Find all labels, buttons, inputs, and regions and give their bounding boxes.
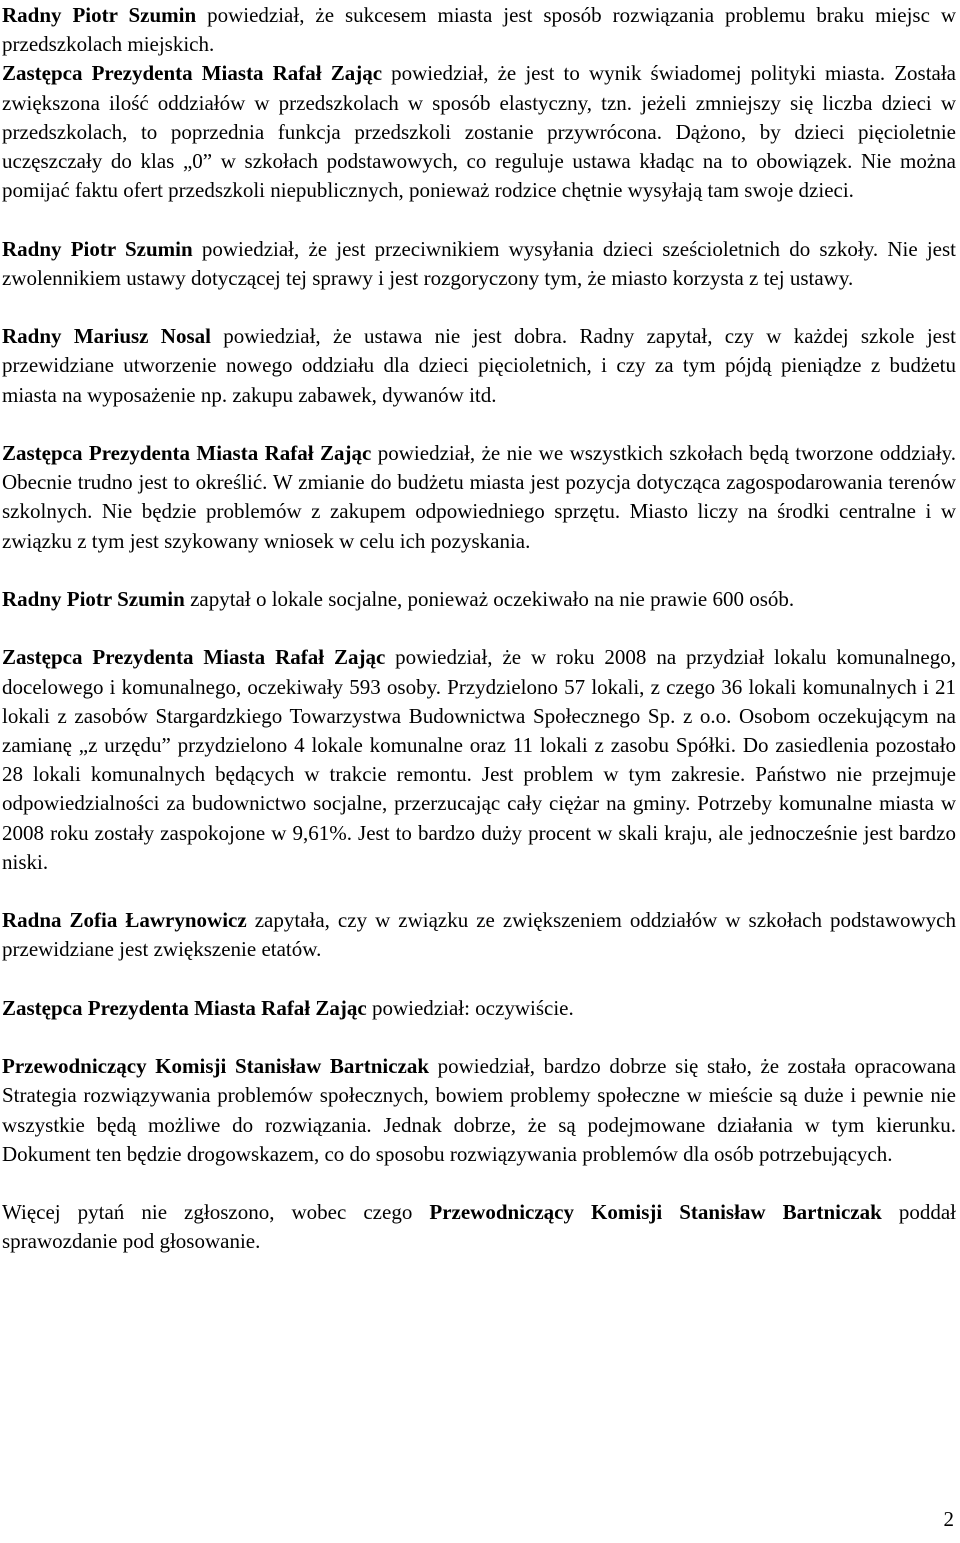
paragraph-10 [2,1052,956,1169]
speaker-name: Zastępca Prezydenta Miasta Rafał Zając [2,645,386,670]
speaker-name: Radny Piotr Szumin [2,236,193,261]
speaker-name: Radny Piotr Szumin [2,3,197,27]
closing-text-before: Więcej pytań nie zgłoszono, wobec czego [2,1200,430,1225]
speaker-name: Radny Piotr Szumin [2,587,185,611]
paragraph-text: zapytał o lokale socjalne, ponieważ oczekiwało na nie prawie 600 osób. [184,587,795,611]
page-number: 2 [943,1507,954,1531]
closing-text-after: poddał sprawozdanie pod głosowanie. [2,1200,957,1254]
paragraph-text: powiedział, że sukcesem miasta jest sposób rozwiązania problemu braku miejsc w przedszkolach miejskich. [2,3,956,57]
paragraph-text: zapytała, czy w związku ze zwiększeniem oddziałów w szkołach podstawowych przewidziane jest zwiększenie etatów. [2,908,956,962]
paragraph-text: powiedział: oczywiście. [366,995,574,1020]
paragraph-6 [2,585,956,614]
closing-paragraph [2,1198,956,1256]
paragraph-1 [2,1,956,59]
paragraph-text: powiedział, że ustawa nie jest dobra. Radny zapytał, czy w każdej szkole jest przewidziane utworzenie nowego oddziału dla dzieci pięcioletnich, i czy za tym pójdą pieniądze z budżetu miasta na wyposażenie np. zakupu zabawek, dywanów itd. [2,324,956,407]
paragraph-5 [2,439,956,556]
paragraph-7 [2,643,956,877]
paragraph-text: powiedział, bardzo dobrze się stało, że została opracowana Strategia rozwiązywania problemów społecznych, bowiem problemy społeczne w mieście są duże i pewnie nie wszystkie będą możliwe do rozwiązania. Jednak dobrze, że są podejmowane działania w tym kierunku. Dokument ten będzie drogowskazem, co do sposobu rozwiązywania problemów dla osób potrzebujących. [2,1054,956,1166]
speaker-name: Radny Mariusz Nosal [2,324,211,349]
paragraph-4 [2,322,956,410]
paragraph-text: powiedział, że nie we wszystkich szkołach będą tworzone oddziały. Obecnie trudno jest to określić. W zmianie do budżetu miasta jest pozycja dotycząca zagospodarowania terenów szkolnych. Nie będzie problemów z zakupem odpowiedniego sprzętu. Miasto liczy na środki centralne i w związku z tym jest szykowany wniosek w celu ich pozyskania. [2,441,956,553]
paragraph-text: powiedział, że jest to wynik świadomej polityki miasta. Została zwiększona ilość oddziałów w przedszkolach w sposób elastyczny, tzn. jeżeli zmniejszy się liczba dzieci w przedszkolach, to poprzednia funkcja przedszkoli zostanie przywrócona. Dążono, by dzieci pięcioletnie uczęszczały do klas „0” w szkołach podstawowych, co reguluje ustawa kładąc na to obowiązek. Nie można pomijać faktu ofert przedszkoli niepublicznych, ponieważ rodzice chętnie wysyłają tam swoje dzieci. [2,61,957,203]
speaker-name: Zastępca Prezydenta Miasta Rafał Zając [2,61,383,86]
speaker-name: Przewodniczący Komisji Stanisław Bartniczak [429,1200,882,1225]
paragraph-text: powiedział, że w roku 2008 na przydział lokalu komunalnego, docelowego i komunalnego, oczekiwały 593 osoby. Przydzielono 57 lokali, z czego 36 lokali komunalnych i 21 lokali z zasobów Stargardzkiego Towarzystwa Budownictwa Społecznego Sp. z o.o. Osobom oczekującym na zamianę „z urzędu” przydzielono 4 lokale komunalne oraz 11 lokali z zasobu Spółki. Do zasiedlenia pozostało 28 lokali komunalnych będących w trakcie remontu. Jest problem w tym zakresie. Państwo nie przejmuje odpowiedzialności za budownictwo socjalne, przerzucając cały ciężar na gminy. Potrzeby komunalne miasta w 2008 roku zostały zaspokojone w 9,61%. Jest to bardzo duży procent w skali kraju, ale jednocześnie jest bardzo niski. [2,645,956,874]
speaker-name: Przewodniczący Komisji Stanisław Bartniczak [2,1054,430,1079]
speaker-name: Zastępca Prezydenta Miasta Rafał Zając [2,441,372,465]
paragraph-text: powiedział, że jest przeciwnikiem wysyłania dzieci sześcioletnich do szkoły. Nie jest zwolennikiem ustawy dotyczącej tej sprawy i jest rozgoryczony tym, że miasto korzysta z tej ustawy. [2,236,956,290]
paragraph-3 [2,235,956,293]
paragraph-8 [2,906,956,964]
paragraph-9 [2,994,956,1023]
paragraph-2 [2,59,956,205]
speaker-name: Radna Zofia Ławrynowicz [2,908,247,933]
document-body [2,1,956,1257]
speaker-name: Zastępca Prezydenta Miasta Rafał Zając [2,995,367,1020]
